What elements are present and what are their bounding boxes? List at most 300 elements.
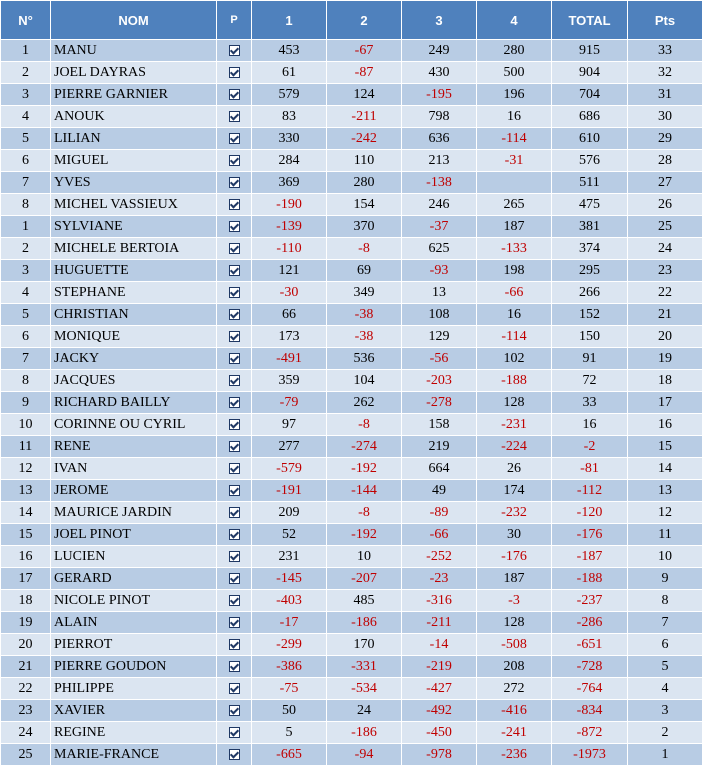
checkbox-checked-icon[interactable] xyxy=(229,419,240,430)
table-header xyxy=(1,1,702,40)
points-cell: 7 xyxy=(628,612,702,634)
points-cell: 17 xyxy=(628,392,702,414)
rank-cell: 15 xyxy=(1,524,51,546)
round-1-cell: 369 xyxy=(252,172,327,194)
total-cell: -834 xyxy=(552,700,628,722)
round-2-cell: 536 xyxy=(327,348,402,370)
round-3-cell: -23 xyxy=(402,568,477,590)
points-cell: 15 xyxy=(628,436,702,458)
round-3-cell: -138 xyxy=(402,172,477,194)
round-3-cell: 219 xyxy=(402,436,477,458)
table-row xyxy=(1,524,702,546)
points-cell: 18 xyxy=(628,370,702,392)
round-2-cell: 485 xyxy=(327,590,402,612)
points-cell: 10 xyxy=(628,546,702,568)
rank-cell: 20 xyxy=(1,634,51,656)
points-cell: 16 xyxy=(628,414,702,436)
points-cell: 4 xyxy=(628,678,702,700)
header-round-4: 4 xyxy=(477,1,552,40)
header-name: NOM xyxy=(51,1,217,40)
checkbox-checked-icon[interactable] xyxy=(229,463,240,474)
points-cell: 6 xyxy=(628,634,702,656)
round-4-cell: 280 xyxy=(477,40,552,62)
name-cell: ALAIN xyxy=(51,612,217,634)
rank-cell: 5 xyxy=(1,128,51,150)
name-cell: MARIE-FRANCE xyxy=(51,744,217,766)
name-cell: MICHELE BERTOIA xyxy=(51,238,217,260)
present-cell xyxy=(217,480,252,502)
name-cell: JACQUES xyxy=(51,370,217,392)
round-1-cell: -299 xyxy=(252,634,327,656)
points-cell: 27 xyxy=(628,172,702,194)
rank-cell: 22 xyxy=(1,678,51,700)
round-1-cell: 173 xyxy=(252,326,327,348)
round-1-cell: -110 xyxy=(252,238,327,260)
points-cell: 23 xyxy=(628,260,702,282)
round-2-cell: 262 xyxy=(327,392,402,414)
round-2-cell: 349 xyxy=(327,282,402,304)
name-cell: STEPHANE xyxy=(51,282,217,304)
total-cell: -120 xyxy=(552,502,628,524)
round-1-cell: 209 xyxy=(252,502,327,524)
present-cell xyxy=(217,612,252,634)
total-cell: -2 xyxy=(552,436,628,458)
rank-cell: 11 xyxy=(1,436,51,458)
rank-cell: 4 xyxy=(1,282,51,304)
round-4-cell: 272 xyxy=(477,678,552,700)
round-2-cell: 24 xyxy=(327,700,402,722)
present-cell xyxy=(217,40,252,62)
table-row xyxy=(1,700,702,722)
table-row xyxy=(1,150,702,172)
checkbox-checked-icon[interactable] xyxy=(229,199,240,210)
table-row xyxy=(1,502,702,524)
points-cell: 22 xyxy=(628,282,702,304)
points-cell: 5 xyxy=(628,656,702,678)
checkbox-checked-icon[interactable] xyxy=(229,265,240,276)
name-cell: XAVIER xyxy=(51,700,217,722)
name-cell: LUCIEN xyxy=(51,546,217,568)
round-3-cell: -316 xyxy=(402,590,477,612)
total-cell: 511 xyxy=(552,172,628,194)
rank-cell: 16 xyxy=(1,546,51,568)
name-cell: MAURICE JARDIN xyxy=(51,502,217,524)
present-cell xyxy=(217,678,252,700)
name-cell: MANU xyxy=(51,40,217,62)
rank-cell: 21 xyxy=(1,656,51,678)
checkbox-checked-icon[interactable] xyxy=(229,177,240,188)
present-cell xyxy=(217,62,252,84)
round-1-cell: -75 xyxy=(252,678,327,700)
table-row xyxy=(1,656,702,678)
round-4-cell: -232 xyxy=(477,502,552,524)
round-4-cell: 187 xyxy=(477,216,552,238)
name-cell: JOEL PINOT xyxy=(51,524,217,546)
round-3-cell: 246 xyxy=(402,194,477,216)
points-cell: 20 xyxy=(628,326,702,348)
rank-cell: 12 xyxy=(1,458,51,480)
checkbox-checked-icon[interactable] xyxy=(229,705,240,716)
points-cell: 13 xyxy=(628,480,702,502)
round-4-cell: -224 xyxy=(477,436,552,458)
round-3-cell: -978 xyxy=(402,744,477,766)
checkbox-checked-icon[interactable] xyxy=(229,595,240,606)
round-3-cell: -278 xyxy=(402,392,477,414)
checkbox-checked-icon[interactable] xyxy=(229,397,240,408)
present-cell xyxy=(217,304,252,326)
checkbox-checked-icon[interactable] xyxy=(229,309,240,320)
name-cell: SYLVIANE xyxy=(51,216,217,238)
round-3-cell: 49 xyxy=(402,480,477,502)
rank-cell: 7 xyxy=(1,172,51,194)
table-row xyxy=(1,414,702,436)
round-4-cell: -133 xyxy=(477,238,552,260)
points-cell: 29 xyxy=(628,128,702,150)
round-3-cell: -450 xyxy=(402,722,477,744)
round-2-cell: 110 xyxy=(327,150,402,172)
present-cell xyxy=(217,414,252,436)
round-2-cell: -67 xyxy=(327,40,402,62)
name-cell: PIERRE GOUDON xyxy=(51,656,217,678)
total-cell: -188 xyxy=(552,568,628,590)
total-cell: -764 xyxy=(552,678,628,700)
table-row xyxy=(1,612,702,634)
round-3-cell: -14 xyxy=(402,634,477,656)
present-cell xyxy=(217,744,252,766)
round-1-cell: 97 xyxy=(252,414,327,436)
total-cell: 91 xyxy=(552,348,628,370)
checkbox-checked-icon[interactable] xyxy=(229,221,240,232)
points-cell: 14 xyxy=(628,458,702,480)
rank-cell: 3 xyxy=(1,260,51,282)
round-2-cell: -274 xyxy=(327,436,402,458)
round-1-cell: -665 xyxy=(252,744,327,766)
total-cell: 295 xyxy=(552,260,628,282)
table-row xyxy=(1,128,702,150)
total-cell: -1973 xyxy=(552,744,628,766)
round-3-cell: -427 xyxy=(402,678,477,700)
name-cell: HUGUETTE xyxy=(51,260,217,282)
checkbox-checked-icon[interactable] xyxy=(229,353,240,364)
points-cell: 9 xyxy=(628,568,702,590)
header-round-3: 3 xyxy=(402,1,477,40)
rank-cell: 25 xyxy=(1,744,51,766)
round-1-cell: -145 xyxy=(252,568,327,590)
round-2-cell: 124 xyxy=(327,84,402,106)
rank-cell: 1 xyxy=(1,40,51,62)
present-cell xyxy=(217,106,252,128)
rank-cell: 5 xyxy=(1,304,51,326)
round-3-cell: -93 xyxy=(402,260,477,282)
table-row xyxy=(1,106,702,128)
table-row xyxy=(1,40,702,62)
points-cell: 8 xyxy=(628,590,702,612)
name-cell: MICHEL VASSIEUX xyxy=(51,194,217,216)
round-2-cell: 154 xyxy=(327,194,402,216)
round-2-cell: -87 xyxy=(327,62,402,84)
round-1-cell: 453 xyxy=(252,40,327,62)
round-4-cell: 128 xyxy=(477,392,552,414)
checkbox-checked-icon[interactable] xyxy=(229,155,240,166)
checkbox-checked-icon[interactable] xyxy=(229,507,240,518)
round-3-cell: 213 xyxy=(402,150,477,172)
round-1-cell: 50 xyxy=(252,700,327,722)
checkbox-checked-icon[interactable] xyxy=(229,441,240,452)
round-1-cell: 231 xyxy=(252,546,327,568)
rank-cell: 14 xyxy=(1,502,51,524)
checkbox-checked-icon[interactable] xyxy=(229,727,240,738)
round-2-cell: -8 xyxy=(327,238,402,260)
round-3-cell: -195 xyxy=(402,84,477,106)
checkbox-checked-icon[interactable] xyxy=(229,133,240,144)
table-row xyxy=(1,260,702,282)
present-cell xyxy=(217,436,252,458)
total-cell: -81 xyxy=(552,458,628,480)
round-4-cell: 30 xyxy=(477,524,552,546)
round-4-cell: 187 xyxy=(477,568,552,590)
table-row xyxy=(1,568,702,590)
round-1-cell: -139 xyxy=(252,216,327,238)
table-row xyxy=(1,590,702,612)
round-4-cell: -241 xyxy=(477,722,552,744)
round-3-cell: -37 xyxy=(402,216,477,238)
name-cell: REGINE xyxy=(51,722,217,744)
round-3-cell: 249 xyxy=(402,40,477,62)
total-cell: 904 xyxy=(552,62,628,84)
round-2-cell: 170 xyxy=(327,634,402,656)
round-2-cell: -38 xyxy=(327,326,402,348)
table-row xyxy=(1,304,702,326)
round-4-cell: -176 xyxy=(477,546,552,568)
present-cell xyxy=(217,700,252,722)
checkbox-checked-icon[interactable] xyxy=(229,111,240,122)
round-3-cell: -56 xyxy=(402,348,477,370)
round-4-cell: -231 xyxy=(477,414,552,436)
points-cell: 2 xyxy=(628,722,702,744)
points-cell: 11 xyxy=(628,524,702,546)
header-rank: N° xyxy=(1,1,51,40)
checkbox-checked-icon[interactable] xyxy=(229,661,240,672)
checkbox-checked-icon[interactable] xyxy=(229,551,240,562)
round-2-cell: -207 xyxy=(327,568,402,590)
points-cell: 12 xyxy=(628,502,702,524)
name-cell: PIERROT xyxy=(51,634,217,656)
table-row xyxy=(1,436,702,458)
present-cell xyxy=(217,128,252,150)
name-cell: MIGUEL xyxy=(51,150,217,172)
present-cell xyxy=(217,524,252,546)
total-cell: 686 xyxy=(552,106,628,128)
round-4-cell: 26 xyxy=(477,458,552,480)
checkbox-checked-icon[interactable] xyxy=(229,67,240,78)
present-cell xyxy=(217,260,252,282)
checkbox-checked-icon[interactable] xyxy=(229,617,240,628)
total-cell: 33 xyxy=(552,392,628,414)
name-cell: YVES xyxy=(51,172,217,194)
round-3-cell: -219 xyxy=(402,656,477,678)
header-present: P xyxy=(217,1,252,40)
name-cell: PHILIPPE xyxy=(51,678,217,700)
name-cell: NICOLE PINOT xyxy=(51,590,217,612)
round-2-cell: -211 xyxy=(327,106,402,128)
rank-cell: 4 xyxy=(1,106,51,128)
round-1-cell: 61 xyxy=(252,62,327,84)
round-3-cell: -89 xyxy=(402,502,477,524)
checkbox-checked-icon[interactable] xyxy=(229,89,240,100)
checkbox-checked-icon[interactable] xyxy=(229,45,240,56)
round-1-cell: -191 xyxy=(252,480,327,502)
round-4-cell: 128 xyxy=(477,612,552,634)
total-cell: -187 xyxy=(552,546,628,568)
checkbox-checked-icon[interactable] xyxy=(229,529,240,540)
round-1-cell: 5 xyxy=(252,722,327,744)
round-2-cell: -192 xyxy=(327,458,402,480)
present-cell xyxy=(217,326,252,348)
round-1-cell: 52 xyxy=(252,524,327,546)
name-cell: RENE xyxy=(51,436,217,458)
round-1-cell: 330 xyxy=(252,128,327,150)
total-cell: -286 xyxy=(552,612,628,634)
round-4-cell: 174 xyxy=(477,480,552,502)
round-2-cell: -192 xyxy=(327,524,402,546)
table-row xyxy=(1,546,702,568)
round-1-cell: 83 xyxy=(252,106,327,128)
points-cell: 28 xyxy=(628,150,702,172)
round-3-cell: 664 xyxy=(402,458,477,480)
total-cell: 150 xyxy=(552,326,628,348)
header-total: TOTAL xyxy=(552,1,628,40)
round-4-cell: 208 xyxy=(477,656,552,678)
round-3-cell: -211 xyxy=(402,612,477,634)
round-4-cell: 265 xyxy=(477,194,552,216)
rank-cell: 24 xyxy=(1,722,51,744)
present-cell xyxy=(217,238,252,260)
rank-cell: 2 xyxy=(1,62,51,84)
present-cell xyxy=(217,458,252,480)
table-row xyxy=(1,172,702,194)
total-cell: 915 xyxy=(552,40,628,62)
round-3-cell: 13 xyxy=(402,282,477,304)
round-3-cell: 108 xyxy=(402,304,477,326)
total-cell: 475 xyxy=(552,194,628,216)
round-3-cell: -66 xyxy=(402,524,477,546)
table-body xyxy=(1,40,702,766)
round-4-cell: -508 xyxy=(477,634,552,656)
round-4-cell: -31 xyxy=(477,150,552,172)
round-2-cell: -94 xyxy=(327,744,402,766)
name-cell: MONIQUE xyxy=(51,326,217,348)
round-4-cell: -66 xyxy=(477,282,552,304)
round-3-cell: -252 xyxy=(402,546,477,568)
checkbox-checked-icon[interactable] xyxy=(229,331,240,342)
checkbox-checked-icon[interactable] xyxy=(229,639,240,650)
table-row xyxy=(1,634,702,656)
table-row xyxy=(1,348,702,370)
table-row xyxy=(1,238,702,260)
rank-cell: 13 xyxy=(1,480,51,502)
round-1-cell: -190 xyxy=(252,194,327,216)
round-1-cell: -491 xyxy=(252,348,327,370)
round-4-cell: -114 xyxy=(477,128,552,150)
name-cell: JOEL DAYRAS xyxy=(51,62,217,84)
present-cell xyxy=(217,282,252,304)
checkbox-checked-icon[interactable] xyxy=(229,375,240,386)
rank-cell: 6 xyxy=(1,326,51,348)
header-points: Pts xyxy=(628,1,702,40)
table-row xyxy=(1,62,702,84)
total-cell: 374 xyxy=(552,238,628,260)
rank-cell: 3 xyxy=(1,84,51,106)
name-cell: CHRISTIAN xyxy=(51,304,217,326)
present-cell xyxy=(217,634,252,656)
total-cell: 152 xyxy=(552,304,628,326)
points-cell: 24 xyxy=(628,238,702,260)
total-cell: 266 xyxy=(552,282,628,304)
table-row xyxy=(1,370,702,392)
round-1-cell: -30 xyxy=(252,282,327,304)
round-2-cell: -242 xyxy=(327,128,402,150)
round-1-cell: 579 xyxy=(252,84,327,106)
round-2-cell: 370 xyxy=(327,216,402,238)
round-3-cell: 430 xyxy=(402,62,477,84)
total-cell: 576 xyxy=(552,150,628,172)
name-cell: GERARD xyxy=(51,568,217,590)
present-cell xyxy=(217,194,252,216)
header-row xyxy=(1,1,702,40)
points-cell: 3 xyxy=(628,700,702,722)
name-cell: JACKY xyxy=(51,348,217,370)
rank-cell: 2 xyxy=(1,238,51,260)
round-2-cell: -186 xyxy=(327,722,402,744)
round-2-cell: 280 xyxy=(327,172,402,194)
round-1-cell: 284 xyxy=(252,150,327,172)
checkbox-checked-icon[interactable] xyxy=(229,243,240,254)
round-3-cell: 625 xyxy=(402,238,477,260)
points-cell: 19 xyxy=(628,348,702,370)
round-3-cell: -492 xyxy=(402,700,477,722)
round-1-cell: 277 xyxy=(252,436,327,458)
present-cell xyxy=(217,392,252,414)
round-1-cell: -17 xyxy=(252,612,327,634)
present-cell xyxy=(217,150,252,172)
name-cell: RICHARD BAILLY xyxy=(51,392,217,414)
checkbox-checked-icon[interactable] xyxy=(229,485,240,496)
round-4-cell: 500 xyxy=(477,62,552,84)
present-cell xyxy=(217,656,252,678)
rank-cell: 18 xyxy=(1,590,51,612)
checkbox-checked-icon[interactable] xyxy=(229,683,240,694)
checkbox-checked-icon[interactable] xyxy=(229,287,240,298)
checkbox-checked-icon[interactable] xyxy=(229,573,240,584)
points-cell: 32 xyxy=(628,62,702,84)
round-1-cell: -386 xyxy=(252,656,327,678)
present-cell xyxy=(217,172,252,194)
table-row xyxy=(1,458,702,480)
round-4-cell: 198 xyxy=(477,260,552,282)
rank-cell: 8 xyxy=(1,194,51,216)
round-2-cell: 104 xyxy=(327,370,402,392)
total-cell: 16 xyxy=(552,414,628,436)
round-4-cell xyxy=(477,172,552,194)
total-cell: -651 xyxy=(552,634,628,656)
present-cell xyxy=(217,590,252,612)
round-2-cell: -8 xyxy=(327,502,402,524)
checkbox-checked-icon[interactable] xyxy=(229,749,240,760)
round-1-cell: -579 xyxy=(252,458,327,480)
points-cell: 25 xyxy=(628,216,702,238)
round-4-cell: 16 xyxy=(477,106,552,128)
round-2-cell: -144 xyxy=(327,480,402,502)
